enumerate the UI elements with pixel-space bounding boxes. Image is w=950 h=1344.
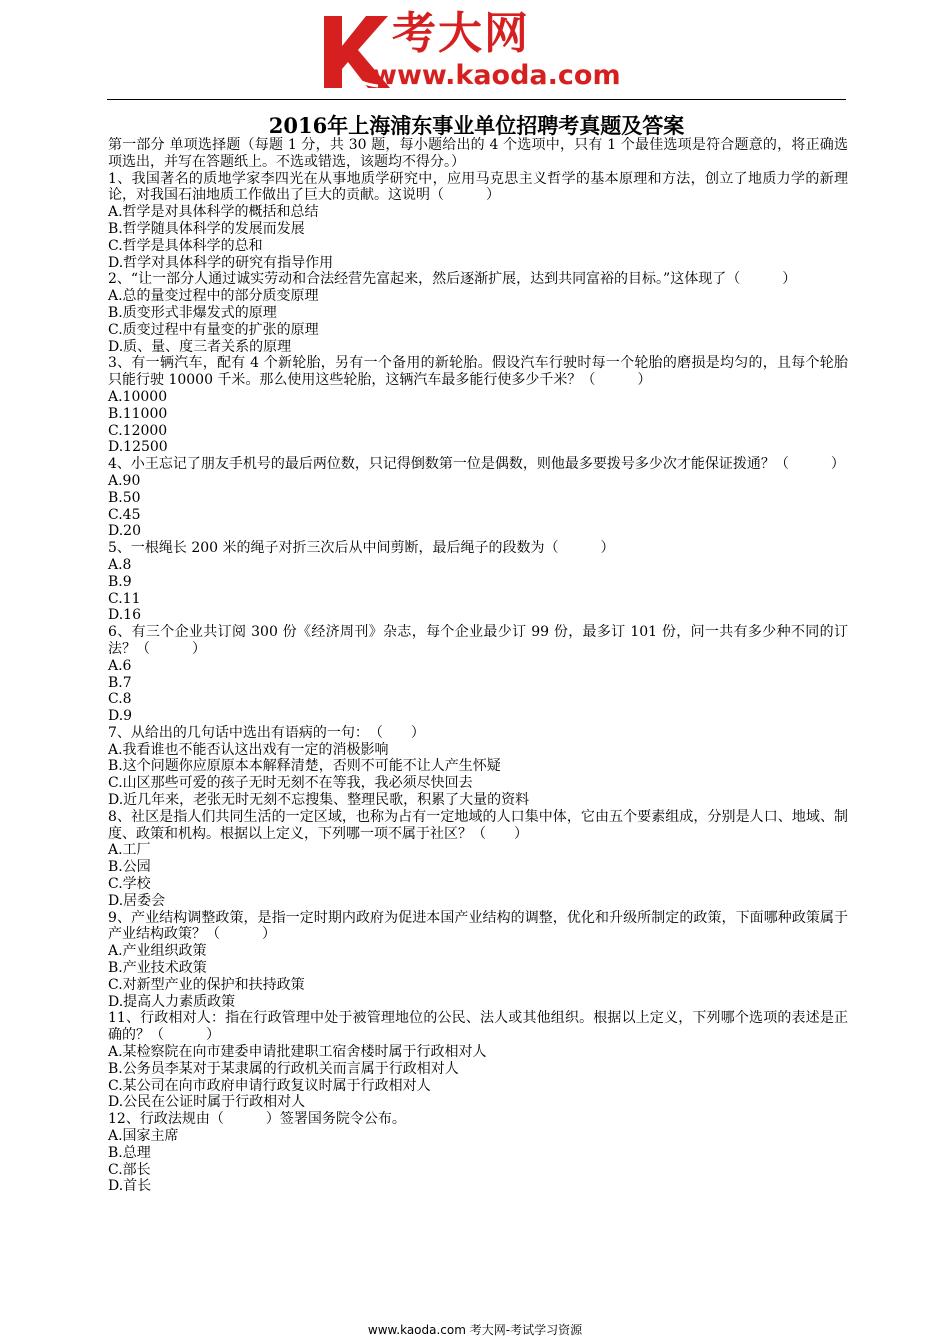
answer-option: A.国家主席 xyxy=(108,1128,179,1145)
answer-option: B.质变形式非爆发式的原理 xyxy=(108,304,277,321)
answer-option: B.公园 xyxy=(108,859,151,876)
question-item xyxy=(108,910,848,1011)
kaoda-logo[interactable] xyxy=(318,8,648,94)
question-stem: 2、“让一部分人通过诚实劳动和合法经营先富起来，然后逐渐扩展，达到共同富裕的目标。”这体现了（ ） xyxy=(108,271,797,288)
question-stem: 1、我国著名的质地学家李四光在从事地质学研究中，应用马克思主义哲学的基本原理和方法，创立了地质力学的新理论，对我国石油地质工作做出了巨大的贡献。这说明（ ） xyxy=(108,170,848,204)
header-divider xyxy=(107,99,846,100)
answer-option: C.8 xyxy=(108,691,132,708)
answer-option: C.11 xyxy=(108,590,141,607)
page-title: 2016年上海浦东事业单位招聘考真题及答案 xyxy=(268,113,685,138)
question-item xyxy=(108,725,848,809)
question-stem: 12、行政法规由（ ）签署国务院令公布。 xyxy=(108,1111,406,1128)
answer-option: C.哲学是具体科学的总和 xyxy=(108,237,263,254)
answer-option: B.总理 xyxy=(108,1144,151,1161)
answer-option: A.10000 xyxy=(108,388,168,405)
answer-option: B.公务员李某对于某隶属的行政机关而言属于行政相对人 xyxy=(108,1060,459,1077)
answer-option: B.9 xyxy=(108,573,132,590)
question-list xyxy=(108,171,848,1196)
answer-option: A.总的量变过程中的部分质变原理 xyxy=(108,288,319,305)
answer-option: A.90 xyxy=(108,472,141,489)
answer-option: D.近几年来，老张无时无刻不忘搜集、整理民歌，积累了大量的资料 xyxy=(108,792,530,809)
answer-option: C.质变过程中有量变的扩张的原理 xyxy=(108,321,319,338)
answer-option: A.6 xyxy=(108,657,132,674)
question-stem: 3、有一辆汽车，配有 4 个新轮胎，另有一个备用的新轮胎。假设汽车行驶时每一个轮胎的磨损是均匀的，且每个轮胎只能行驶 10000 千米。那么使用这些轮胎，这辆汽车最多能行使多少千米？（ ） xyxy=(108,355,848,389)
answer-option: B.哲学随具体科学的发展而发展 xyxy=(108,220,305,237)
answer-option: D.居委会 xyxy=(108,892,166,909)
answer-option: D.公民在公证时属于行政相对人 xyxy=(108,1094,306,1111)
question-stem: 6、有三个企业共订阅 300 份《经济周刊》杂志，每个企业最少订 99 份，最多订 101 份，问一共有多少种不同的订法？（ ） xyxy=(108,624,848,657)
question-item xyxy=(108,624,848,725)
question-item xyxy=(108,1111,848,1195)
answer-option: C.12000 xyxy=(108,422,168,439)
question-item xyxy=(108,456,848,540)
answer-option: D.12500 xyxy=(108,439,168,456)
answer-option: A.8 xyxy=(108,556,132,573)
question-item xyxy=(108,171,848,272)
question-item xyxy=(108,540,848,624)
answer-option: C.学校 xyxy=(108,876,151,893)
question-item xyxy=(108,271,848,355)
logo-url-text: www.kaoda.com xyxy=(372,60,621,91)
answer-option: B.7 xyxy=(108,674,132,691)
answer-option: D.20 xyxy=(108,523,141,540)
answer-option: C.45 xyxy=(108,506,141,523)
answer-option: A.我看谁也不能否认这出戏有一定的消极影响 xyxy=(108,741,389,758)
question-stem: 5、一根绳长 200 米的绳子对折三次后从中间剪断，最后绳子的段数为（ ） xyxy=(108,540,615,557)
question-stem: 11、行政相对人：指在行政管理中处于被管理地位的公民、法人或其他组织。根据以上定义，下列哪个选项的表述是正确的？（ ） xyxy=(108,1010,848,1044)
answer-option: C.山区那些可爱的孩子无时无刻不在等我，我必须尽快回去 xyxy=(108,775,473,792)
question-stem: 7、从给出的几句话中选出有语病的一句： （ ） xyxy=(108,724,425,741)
answer-option: B.11000 xyxy=(108,405,168,422)
question-stem: 8、社区是指人们共同生活的一定区域，也称为占有一定地域的人口集中体，它由五个要素组成，分别是人口、地域、制度、政策和机构。根据以上定义，下列哪一项不属于社区？（ ） xyxy=(108,808,848,842)
answer-option: D.提高人力素质政策 xyxy=(108,993,236,1010)
answer-option: A.某检察院在向市建委申请批建职工宿舍楼时属于行政相对人 xyxy=(108,1044,487,1061)
answer-option: B.产业技术政策 xyxy=(108,960,207,977)
answer-option: B.这个问题你应原原本本解释清楚，否则不可能不让人产生怀疑 xyxy=(108,758,501,775)
question-item xyxy=(108,809,848,910)
answer-option: A.工厂 xyxy=(108,842,151,859)
answer-option: C.部长 xyxy=(108,1161,151,1178)
answer-option: A.产业组织政策 xyxy=(108,943,207,960)
answer-option: D.9 xyxy=(108,708,133,725)
answer-option: D.哲学对具体科学的研究有指导作用 xyxy=(108,254,334,271)
question-item xyxy=(108,355,848,456)
footer-text: www.kaoda.com 考大网-考试学习资源 xyxy=(367,1323,583,1337)
question-stem: 9、产业结构调整政策，是指一定时期内政府为促进本国产业结构的调整，优化和升级所制定的政策，下面哪种政策属于产业结构政策？（ ） xyxy=(108,909,848,943)
answer-option: B.50 xyxy=(108,489,141,506)
answer-option: C.某公司在向市政府申请行政复议时属于行政相对人 xyxy=(108,1077,431,1094)
intro-text: 第一部分 单项选择题（每题 1 分，共 30 题，每小题给出的 4 个选项中，只有 1 个最佳选项是符合题意的，将正确选项选出，并写在答题纸上。不选或错选，该题均不得分。） xyxy=(108,137,848,170)
question-stem: 4、小王忘记了朋友手机号的最后两位数，只记得倒数第一位是偶数，则他最多要拨号多少次才能保证拨通？（ ） xyxy=(108,456,845,473)
question-item xyxy=(108,1010,848,1111)
answer-option: D.首长 xyxy=(108,1178,152,1195)
answer-option: A.哲学是对具体科学的概括和总结 xyxy=(108,204,319,221)
logo-chinese-text: 考大网 xyxy=(392,8,530,59)
answer-option: C.对新型产业的保护和扶持政策 xyxy=(108,976,305,993)
answer-option: D.质、量、度三者关系的原理 xyxy=(108,338,292,355)
exam-content xyxy=(108,137,848,1195)
answer-option: D.16 xyxy=(108,607,141,624)
